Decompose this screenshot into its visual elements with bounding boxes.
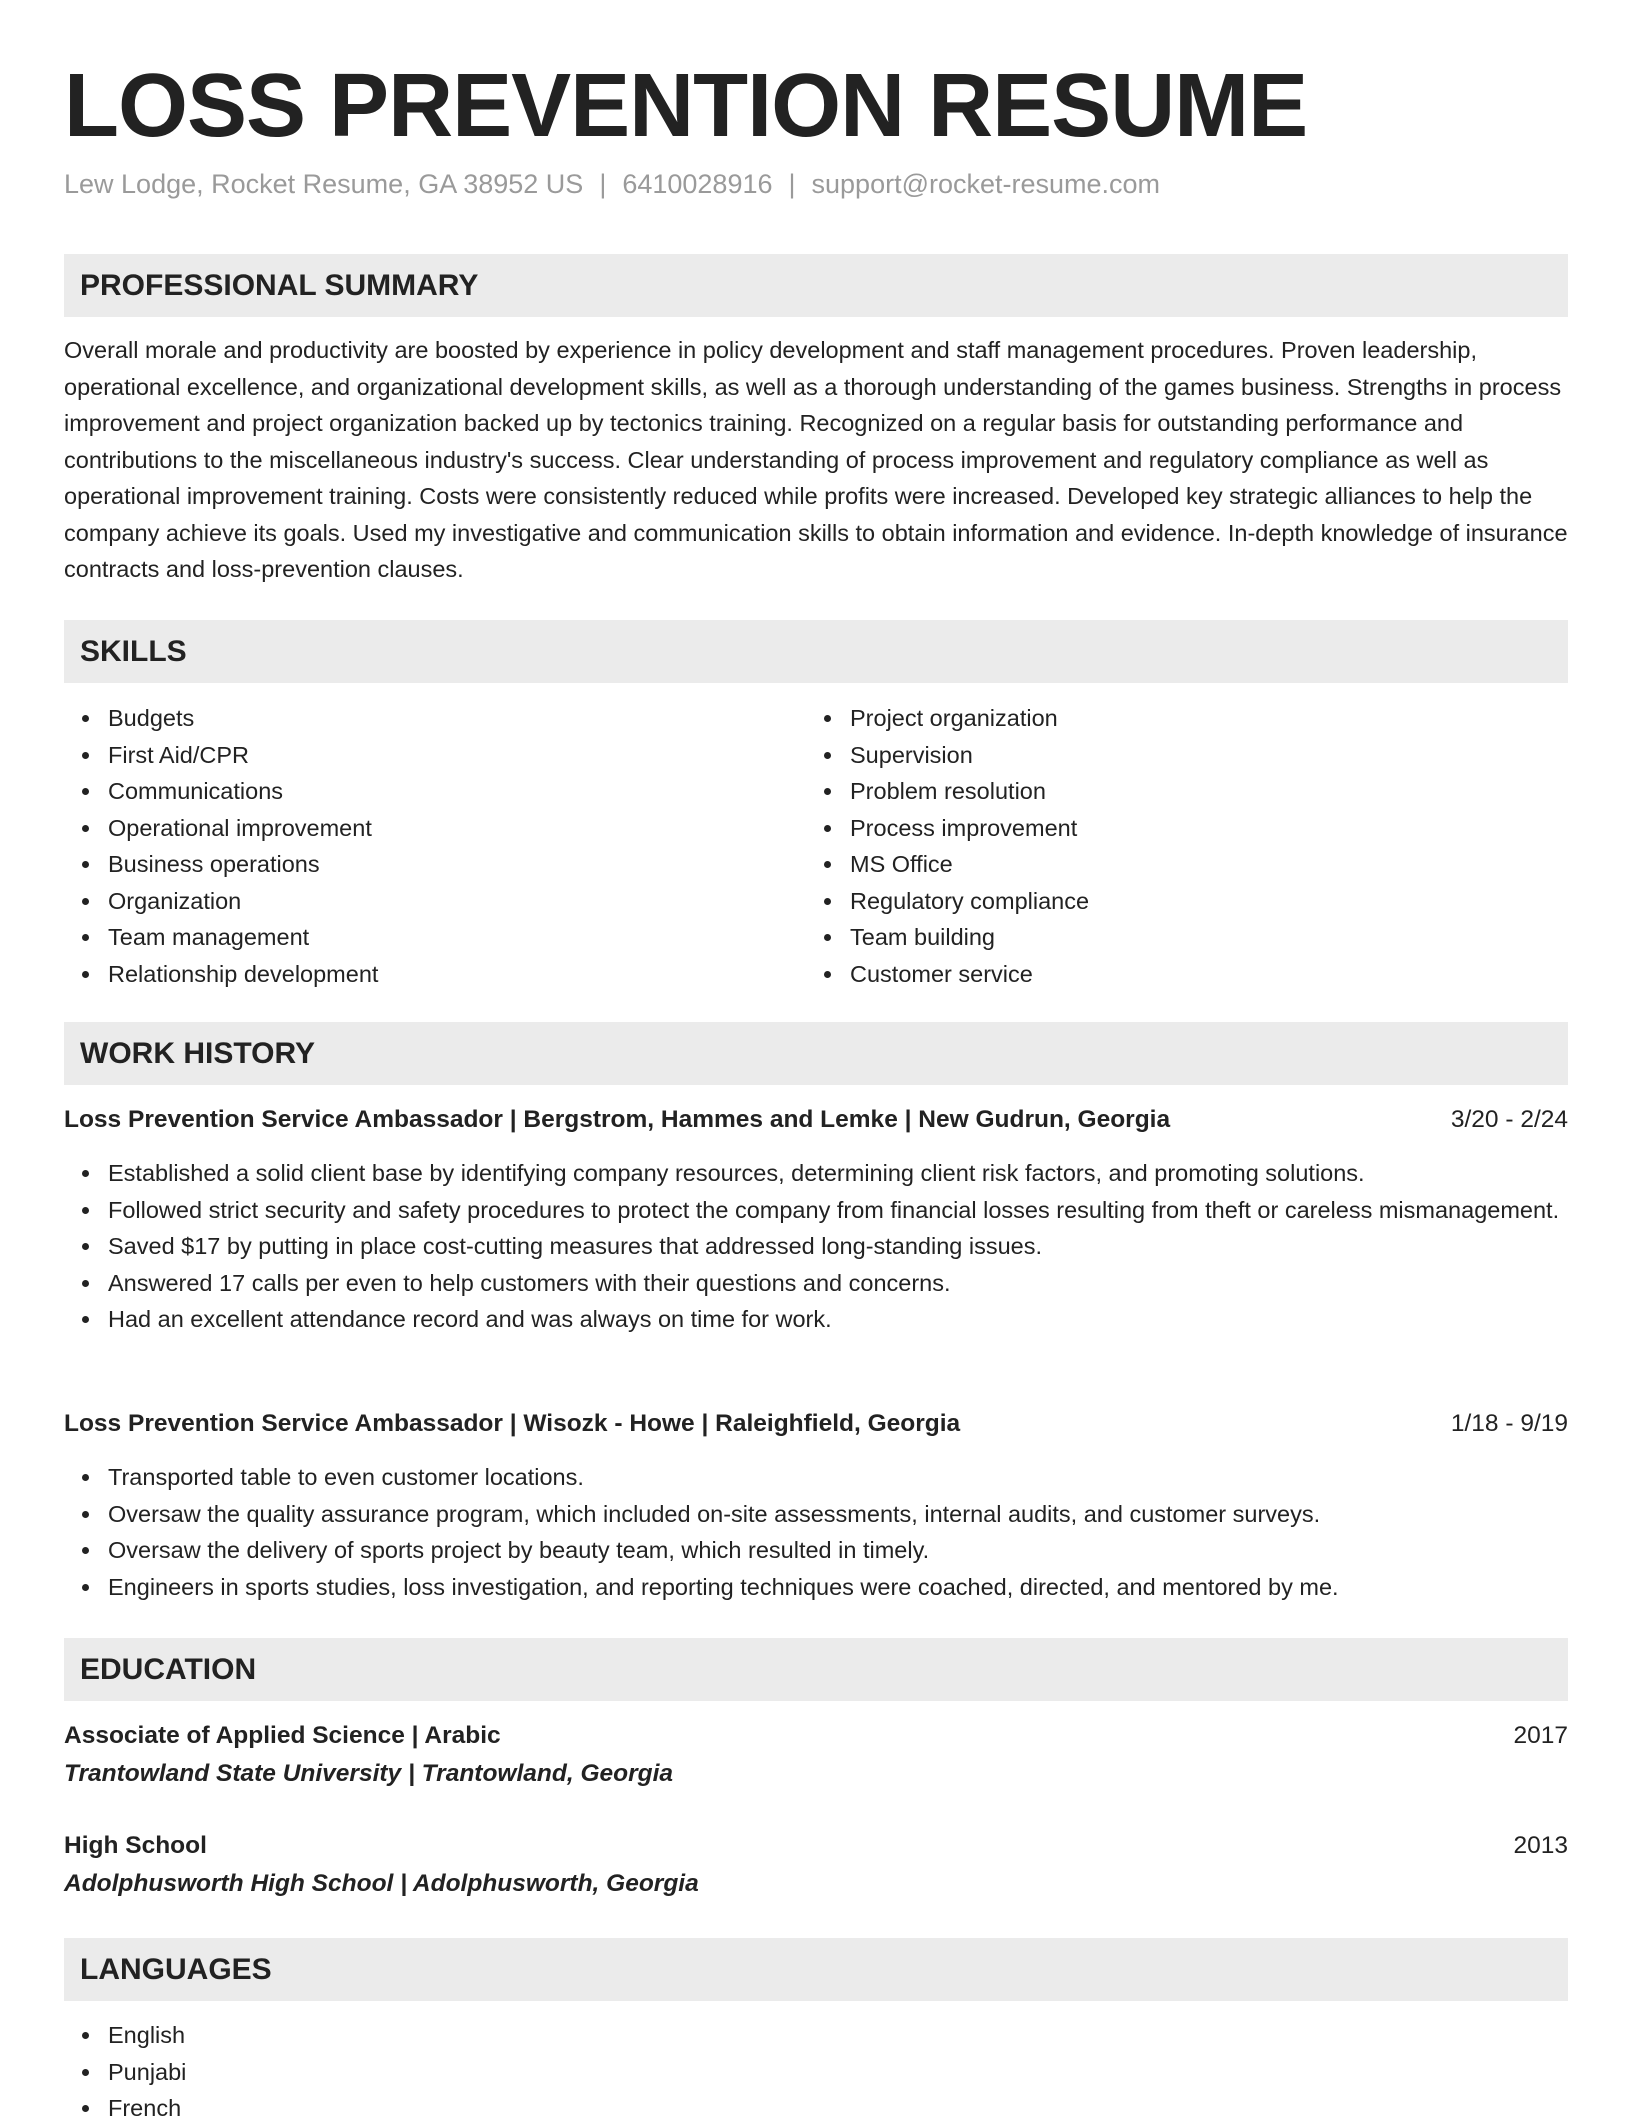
job-bullets bbox=[64, 1155, 1568, 1338]
skill-item: Regulatory compliance bbox=[850, 883, 1550, 920]
skill-item: Relationship development bbox=[108, 956, 798, 993]
summary-text: Overall morale and productivity are boosted by experience in policy development and staff management procedures. Proven leadership, operational excellence, and organizational development skills, as well as a thorough understanding of the games business. Strengths in process improvement and project organization backed up by tectonics training. Recognized on a regular basis for outstanding performance and contributions to the miscellaneous industry's success. Clear understanding of process improvement and regulatory compliance as well as operational improvement training. Costs were consistently reduced while profits were increased. Developed key strategic alliances to help the company achieve its goals. Used my investigative and communication skills to obtain information and evidence. In-depth knowledge of insurance contracts and loss-prevention clauses. bbox=[64, 337, 1568, 582]
skill-item: Supervision bbox=[850, 737, 1550, 774]
language-item: English bbox=[108, 2017, 798, 2054]
job-dates: 1/18 - 9/19 bbox=[1450, 1410, 1568, 1437]
section-header-summary: PROFESSIONAL SUMMARY bbox=[64, 254, 1568, 317]
section-header-education: EDUCATION bbox=[64, 1638, 1568, 1701]
skills-list-left bbox=[64, 700, 798, 992]
contact-separator: | bbox=[599, 169, 607, 199]
skill-item: Project organization bbox=[850, 700, 1550, 737]
education-school: Adolphusworth High School | Adolphusworth, Georgia bbox=[64, 1870, 699, 1897]
skill-item: Customer service bbox=[850, 956, 1550, 993]
job-dates: 3/20 - 2/24 bbox=[1450, 1106, 1568, 1133]
education-year: 2013 bbox=[1513, 1832, 1568, 1859]
education-year: 2017 bbox=[1513, 1722, 1568, 1749]
job-bullet: Engineers in sports studies, loss investigation, and reporting techniques were coached, directed, and mentored by me. bbox=[108, 1569, 1568, 1606]
skills-list-right bbox=[806, 700, 1550, 992]
education-header bbox=[64, 1718, 1568, 1754]
education-header bbox=[64, 1828, 1568, 1864]
skill-item: Organization bbox=[108, 883, 798, 920]
skill-item: Process improvement bbox=[850, 810, 1550, 847]
skill-item: First Aid/CPR bbox=[108, 737, 798, 774]
contact-phone: 6410028916 bbox=[622, 169, 773, 199]
language-item: French bbox=[108, 2090, 798, 2127]
resume-title: LOSS PREVENTION RESUME bbox=[64, 56, 1308, 156]
education-degree: High School bbox=[64, 1832, 207, 1859]
job-header bbox=[64, 1406, 1568, 1442]
skill-item: Problem resolution bbox=[850, 773, 1550, 810]
job-bullet: Saved $17 by putting in place cost-cutting measures that addressed long-standing issues. bbox=[108, 1228, 1568, 1265]
education-degree: Associate of Applied Science | Arabic bbox=[64, 1722, 501, 1749]
skill-item: Budgets bbox=[108, 700, 798, 737]
skill-item: Communications bbox=[108, 773, 798, 810]
language-item: Punjabi bbox=[108, 2054, 798, 2091]
contact-line bbox=[64, 166, 1160, 202]
skill-item: Business operations bbox=[108, 846, 798, 883]
section-header-work-history: WORK HISTORY bbox=[64, 1022, 1568, 1085]
skill-item: Operational improvement bbox=[108, 810, 798, 847]
job-header bbox=[64, 1102, 1568, 1138]
job-bullet: Followed strict security and safety procedures to protect the company from financial losses resulting from theft or careless mismanagement. bbox=[108, 1192, 1568, 1229]
job-title: Loss Prevention Service Ambassador | Bergstrom, Hammes and Lemke | New Gudrun, Georgia bbox=[64, 1106, 1171, 1133]
contact-address: Lew Lodge, Rocket Resume, GA 38952 US bbox=[64, 169, 584, 199]
section-header-skills: SKILLS bbox=[64, 620, 1568, 683]
languages-list bbox=[64, 2017, 798, 2127]
job-bullet: Oversaw the quality assurance program, which included on-site assessments, internal audits, and customer surveys. bbox=[108, 1496, 1568, 1533]
job-bullets bbox=[64, 1459, 1568, 1605]
job-bullet: Oversaw the delivery of sports project by beauty team, which resulted in timely. bbox=[108, 1532, 1568, 1569]
job-bullet: Established a solid client base by identifying company resources, determining client risk factors, and promoting solutions. bbox=[108, 1155, 1568, 1192]
job-bullet: Transported table to even customer locations. bbox=[108, 1459, 1568, 1496]
skill-item: Team management bbox=[108, 919, 798, 956]
section-header-languages: LANGUAGES bbox=[64, 1938, 1568, 2001]
job-bullet: Answered 17 calls per even to help customers with their questions and concerns. bbox=[108, 1265, 1568, 1302]
skill-item: MS Office bbox=[850, 846, 1550, 883]
contact-separator: | bbox=[788, 169, 796, 199]
education-school: Trantowland State University | Trantowland, Georgia bbox=[64, 1760, 674, 1787]
job-bullet: Had an excellent attendance record and was always on time for work. bbox=[108, 1301, 1568, 1338]
skill-item: Team building bbox=[850, 919, 1550, 956]
job-title: Loss Prevention Service Ambassador | Wisozk - Howe | Raleighfield, Georgia bbox=[64, 1410, 961, 1437]
contact-email: support@rocket-resume.com bbox=[811, 169, 1161, 199]
